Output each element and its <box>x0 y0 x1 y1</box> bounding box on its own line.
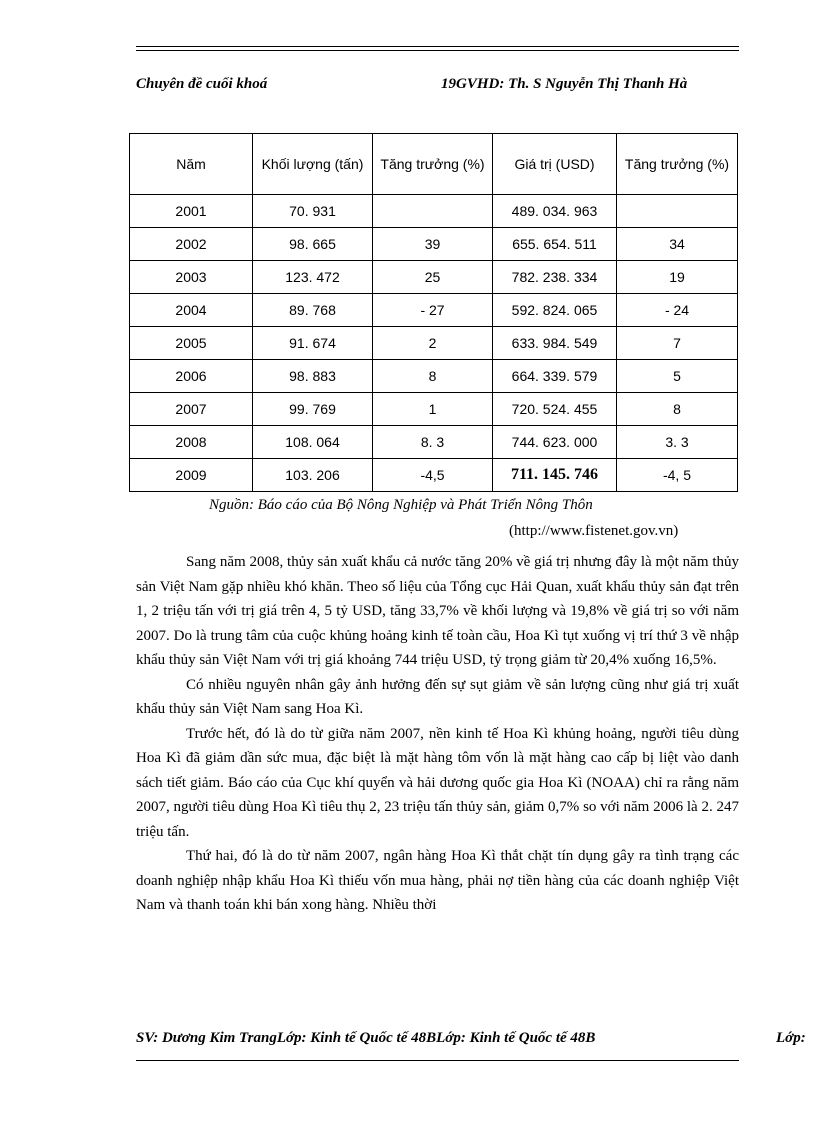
cell-value-growth <box>617 195 738 228</box>
table-row <box>130 360 738 393</box>
cell-year: 2002 <box>130 228 253 261</box>
cell-value-growth: 3. 3 <box>617 426 738 459</box>
cell-year: 2005 <box>130 327 253 360</box>
cell-value-growth: 5 <box>617 360 738 393</box>
col-header-value: Giá trị (USD) <box>493 134 617 195</box>
cell-value: 655. 654. 511 <box>493 228 617 261</box>
cell-year: 2008 <box>130 426 253 459</box>
cell-value-growth: 8 <box>617 393 738 426</box>
col-header-volume-growth: Tăng trưởng (%) <box>373 134 493 195</box>
cell-value: 782. 238. 334 <box>493 261 617 294</box>
cell-year: 2007 <box>130 393 253 426</box>
cell-value: 633. 984. 549 <box>493 327 617 360</box>
cell-value: 711. 145. 746 <box>493 459 617 492</box>
body-text <box>136 550 739 918</box>
table-row <box>130 228 738 261</box>
cell-volume-growth: 8 <box>373 360 493 393</box>
table-source: Nguồn: Báo cáo của Bộ Nông Nghiệp và Phát Triển Nông Thôn <box>209 497 593 513</box>
col-header-volume: Khối lượng (tấn) <box>253 134 373 195</box>
cell-value: 489. 034. 963 <box>493 195 617 228</box>
cell-value: 664. 339. 579 <box>493 360 617 393</box>
cell-volume: 123. 472 <box>253 261 373 294</box>
cell-year: 2004 <box>130 294 253 327</box>
cell-volume: 98. 665 <box>253 228 373 261</box>
cell-volume-growth: -4,5 <box>373 459 493 492</box>
col-header-value-growth: Tăng trưởng (%) <box>617 134 738 195</box>
header-rule-top <box>136 46 739 47</box>
table-row <box>130 459 738 492</box>
table-row <box>130 327 738 360</box>
paragraph: Thứ hai, đó là do từ năm 2007, ngân hàng Hoa Kì thắt chặt tín dụng gây ra tình trạng các doanh nghiệp nhập khẩu Hoa Kì thiếu vốn mua hàng, phải nợ tiền hàng của các doanh nghiệp Việt Nam và thanh toán khi bán xong hàng. Nhiều thời <box>136 848 739 913</box>
cell-volume-growth: - 27 <box>373 294 493 327</box>
table-row <box>130 393 738 426</box>
cell-volume: 91. 674 <box>253 327 373 360</box>
footer-rule <box>136 1060 739 1061</box>
table-row <box>130 261 738 294</box>
table-row <box>130 426 738 459</box>
footer-left: SV: Dương Kim TrangLớp: Kinh tế Quốc tế 48BLớp: Kinh tế Quốc tế 48B <box>136 1030 596 1046</box>
paragraph: Trước hết, đó là do từ giữa năm 2007, nền kinh tế Hoa Kì khủng hoảng, người tiêu dùng Hoa Kì đã giảm dần sức mua, đặc biệt là mặt hàng tôm vốn là mặt hàng cao cấp bị liệt vào danh sách tiết giảm. Báo cáo của Cục khí quyển và hải dương quốc gia Hoa Kì (NOAA) chỉ ra rằng năm 2007, người tiêu dùng Hoa Kì tiêu thụ 2, 23 triệu tấn thủy sản, giảm 0,7% so với năm 2006 là 2. 247 triệu tấn. <box>136 725 739 840</box>
cell-value: 720. 524. 455 <box>493 393 617 426</box>
cell-value-growth: -4, 5 <box>617 459 738 492</box>
cell-value: 592. 824. 065 <box>493 294 617 327</box>
cell-volume-growth: 25 <box>373 261 493 294</box>
cell-value-growth: 19 <box>617 261 738 294</box>
cell-volume-growth: 8. 3 <box>373 426 493 459</box>
cell-year: 2009 <box>130 459 253 492</box>
table-row <box>130 195 738 228</box>
table-row <box>130 294 738 327</box>
cell-volume: 99. 769 <box>253 393 373 426</box>
cell-year: 2001 <box>130 195 253 228</box>
header-right: 19GVHD: Th. S Nguyễn Thị Thanh Hà <box>441 76 688 92</box>
source-url: (http://www.fistenet.gov.vn) <box>509 523 679 539</box>
table-header-row <box>130 134 738 195</box>
cell-volume-growth: 2 <box>373 327 493 360</box>
col-header-year: Năm <box>130 134 253 195</box>
header-left: Chuyên đề cuối khoá <box>136 76 268 92</box>
paragraph: Có nhiều nguyên nhân gây ảnh hưởng đến sự sụt giảm về sản lượng cũng như giá trị xuất khẩu thủy sản Việt Nam sang Hoa Kì. <box>136 676 739 717</box>
header-rule-bottom <box>136 50 739 51</box>
page-footer <box>136 1030 816 1047</box>
cell-volume: 108. 064 <box>253 426 373 459</box>
cell-value-growth: 34 <box>617 228 738 261</box>
cell-volume: 89. 768 <box>253 294 373 327</box>
cell-volume-growth: 1 <box>373 393 493 426</box>
paragraph: Sang năm 2008, thủy sản xuất khẩu cả nước tăng 20% về giá trị nhưng đây là một năm thủy sản Việt Nam gặp nhiều khó khăn. Theo số liệu của Tổng cục Hải Quan, xuất khẩu thủy sản đạt trên 1, 2 triệu tấn với trị giá trên 4, 5 tỷ USD, tăng 33,7% về khối lượng và 19,8% về giá trị so với năm 2007. Do là trung tâm của cuộc khủng hoảng kinh tế toàn cầu, Hoa Kì tụt xuống vị trí thứ 3 về nhập khẩu thủy sản Việt Nam với trị giá khoảng 744 triệu USD, tỷ trọng giảm từ 20,4% xuống 16,5%. <box>136 554 739 668</box>
cell-year: 2003 <box>130 261 253 294</box>
cell-volume-growth: 39 <box>373 228 493 261</box>
cell-value-growth: - 24 <box>617 294 738 327</box>
footer-right: Lớp: <box>776 1030 806 1046</box>
cell-value: 744. 623. 000 <box>493 426 617 459</box>
cell-volume: 103. 206 <box>253 459 373 492</box>
cell-volume: 98. 883 <box>253 360 373 393</box>
cell-value-growth: 7 <box>617 327 738 360</box>
export-table <box>129 133 738 492</box>
cell-volume-growth <box>373 195 493 228</box>
cell-volume: 70. 931 <box>253 195 373 228</box>
cell-year: 2006 <box>130 360 253 393</box>
